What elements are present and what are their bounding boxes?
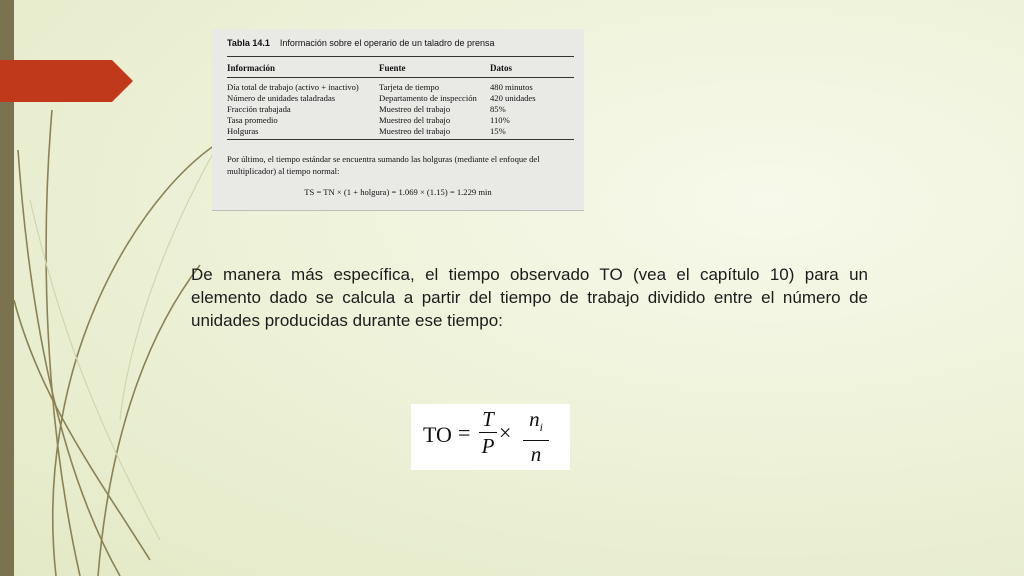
- table-caption: [227, 38, 495, 48]
- table-equation: TS = TN × (1 + holgura) = 1.069 × (1.15) = 1.229 min: [304, 187, 492, 197]
- formula-lhs: TO: [423, 422, 452, 447]
- table-header-fuente: Fuente: [379, 63, 406, 73]
- table-cell: 420 unidades: [490, 93, 536, 103]
- table-cell: Tarjeta de tiempo: [379, 82, 440, 92]
- table-cell: Holguras: [227, 126, 259, 136]
- table-paragraph: Por último, el tiempo estándar se encuentra sumando las holguras (mediante el enfoque del multiplicador) al tiempo normal:: [227, 154, 540, 176]
- table-cell: Muestreo del trabajo: [379, 126, 451, 136]
- table-header-rule: [227, 77, 574, 78]
- table-cell: Muestreo del trabajo: [379, 104, 451, 114]
- formula-fraction-1: [479, 408, 497, 457]
- table-cell: Día total de trabajo (activo + inactivo): [227, 82, 359, 92]
- formula-image: [411, 404, 570, 470]
- table-caption-number: Tabla 14.1: [227, 38, 270, 48]
- formula-fraction-2: [523, 408, 549, 465]
- table-cell: Fracción trabajada: [227, 104, 291, 114]
- formula-frac2-denominator: n: [530, 442, 542, 467]
- table-bottom-rule: [227, 139, 574, 140]
- formula-frac1-denominator: P: [481, 434, 495, 458]
- table-image: [212, 29, 584, 211]
- formula-equals: =: [458, 420, 471, 445]
- table-caption-text: Información sobre el operario de un taladro de prensa: [279, 38, 495, 48]
- decorative-stems: [14, 110, 215, 576]
- formula-frac1-numerator: T: [482, 407, 494, 431]
- table-cell: 480 minutos: [490, 82, 533, 92]
- formula-frac2-numerator: $n_i$: [529, 407, 543, 435]
- table-header-informacion: Información: [227, 63, 275, 73]
- table-cell: 85%: [490, 104, 506, 114]
- table-top-rule: [227, 56, 574, 57]
- table-cell: Número de unidades taladradas: [227, 93, 336, 103]
- body-paragraph: De manera más específica, el tiempo observado TO (vea el capítulo 10) para un elemento dado se calcula a partir del tiempo de trabajo dividido entre el número de unidades producidas durante ese tiempo:: [191, 265, 868, 330]
- table-cell: Muestreo del trabajo: [379, 115, 451, 125]
- table-cell: Departamento de inspección: [379, 93, 477, 103]
- table-cell: Tasa promedio: [227, 115, 278, 125]
- table-header-datos: Datos: [490, 63, 512, 73]
- table-cell: 110%: [490, 115, 510, 125]
- red-arrow-banner: [0, 60, 133, 102]
- formula-times: ×: [499, 420, 512, 445]
- table-cell: 15%: [490, 126, 506, 136]
